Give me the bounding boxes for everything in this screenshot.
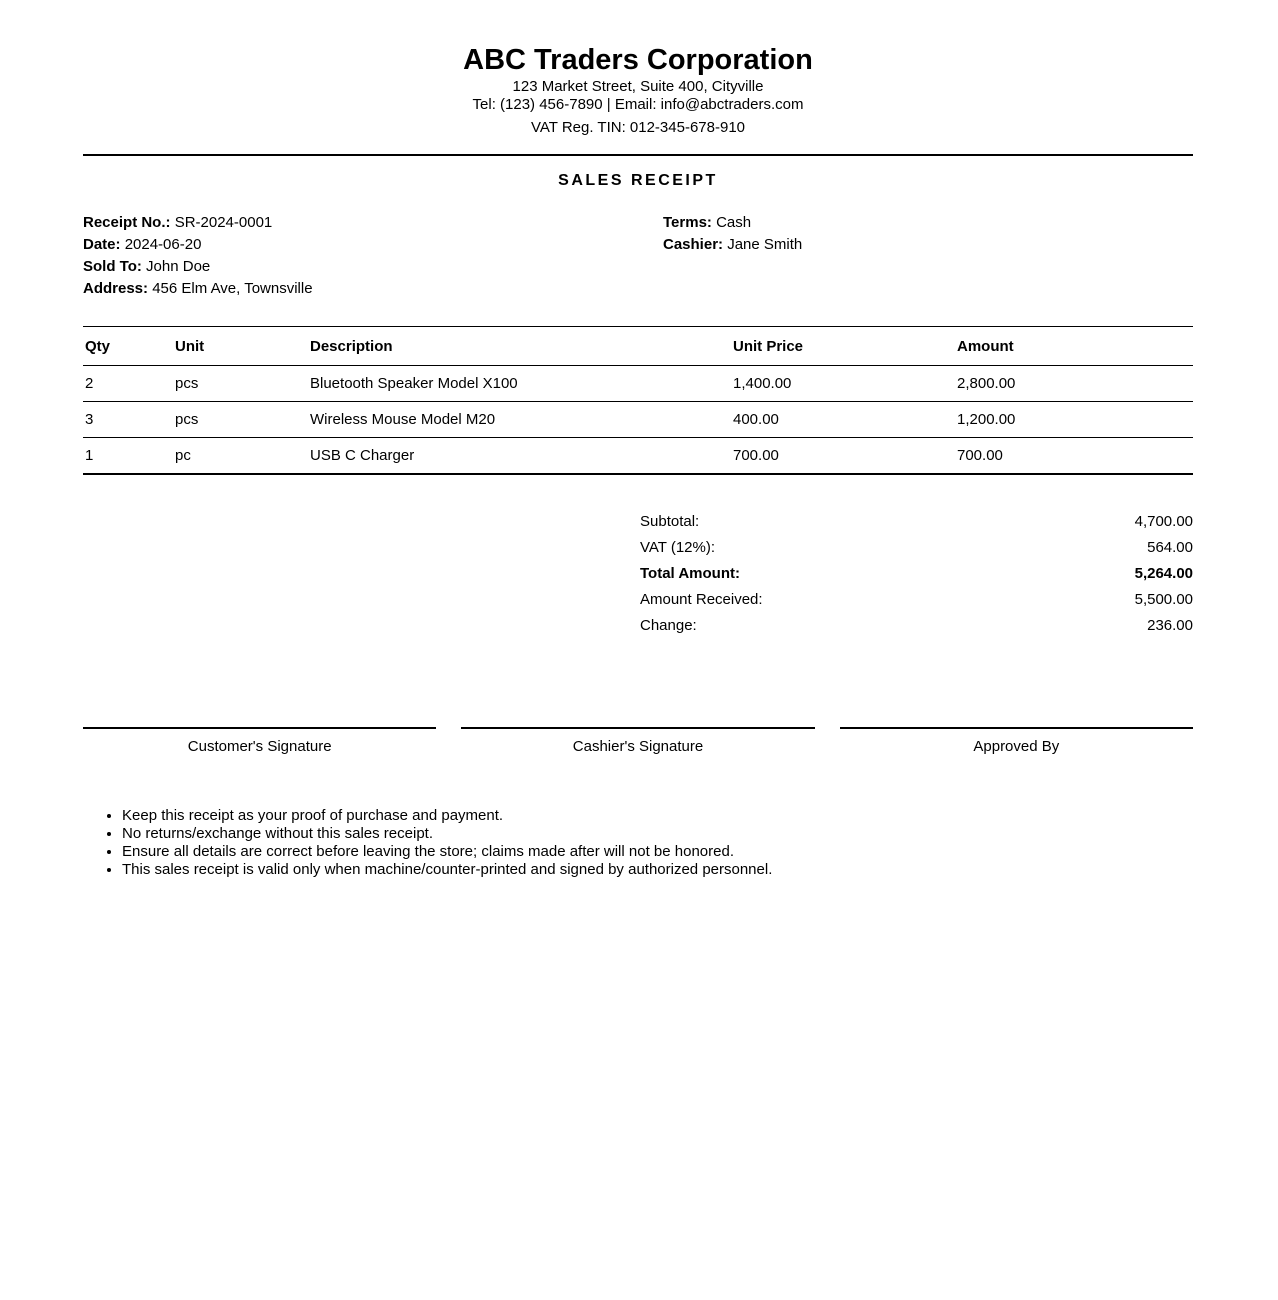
approved-by-label: Approved By <box>973 738 1060 755</box>
meta-left-column <box>83 212 1193 300</box>
company-contact: Tel: (123) 456-7890 | Email: info@abctraders.com <box>472 96 804 113</box>
customer-signature-label: Customer's Signature <box>187 738 332 755</box>
cell-unit: pcs <box>173 366 308 402</box>
terms-value: Cash <box>716 214 752 231</box>
table-row <box>83 402 1193 438</box>
cashier-label: Cashier: <box>663 236 724 253</box>
cell-description: Wireless Mouse Model M20 <box>308 402 731 438</box>
change-value: 236.00 <box>1147 617 1193 634</box>
amount-received-row <box>640 587 1193 613</box>
date-label: Date: <box>83 236 121 253</box>
company-address: 123 Market Street, Suite 400, Cityville <box>512 78 764 95</box>
col-header-unit: Unit <box>173 327 308 366</box>
header-divider <box>83 154 1193 156</box>
cell-amount: 1,200.00 <box>955 402 1193 438</box>
customer-signature-block <box>83 727 436 755</box>
notes-list <box>83 807 1193 879</box>
note-item: • No returns/exchange without this sales receipt. <box>122 825 1193 843</box>
date-row <box>83 234 1193 256</box>
terms-row <box>663 212 802 234</box>
col-header-amount: Amount <box>955 327 1193 366</box>
company-vat-tin: VAT Reg. TIN: 012-345-678-910 <box>530 119 745 136</box>
total-amount-row <box>640 561 1193 587</box>
cell-unit-price: 700.00 <box>731 438 955 475</box>
company-header <box>83 44 1193 136</box>
table-row <box>83 438 1193 475</box>
address-label: Address: <box>83 280 149 297</box>
note-item: • Ensure all details are correct before leaving the store; claims made after will not be honored. <box>122 843 1193 861</box>
cashier-value: Jane Smith <box>727 236 803 253</box>
sold-to-label: Sold To: <box>83 258 142 275</box>
receipt-number-label: Receipt No.: <box>83 214 171 231</box>
col-header-qty: Qty <box>83 327 173 366</box>
vat-label: VAT (12%): <box>640 539 716 556</box>
terms-label: Terms: <box>663 214 712 231</box>
subtotal-value: 4,700.00 <box>1134 513 1193 530</box>
receipt-number-value: SR-2024-0001 <box>174 214 273 231</box>
approved-by-block <box>840 727 1193 755</box>
total-amount-label: Total Amount: <box>640 565 740 582</box>
cell-qty: 2 <box>83 366 173 402</box>
subtotal-row <box>640 509 1193 535</box>
cell-unit: pcs <box>173 402 308 438</box>
sold-to-row <box>83 256 1193 278</box>
cashier-row <box>663 234 802 256</box>
cell-description: Bluetooth Speaker Model X100 <box>308 366 731 402</box>
subtotal-label: Subtotal: <box>640 513 700 530</box>
cell-unit: pc <box>173 438 308 475</box>
col-header-description: Description <box>308 327 731 366</box>
sold-to-value: John Doe <box>146 258 211 275</box>
receipt-number-row <box>83 212 1193 234</box>
amount-received-label: Amount Received: <box>640 591 763 608</box>
change-row <box>640 613 1193 639</box>
totals-section <box>640 509 1193 639</box>
cell-amount: 700.00 <box>955 438 1193 475</box>
amount-received-value: 5,500.00 <box>1134 591 1193 608</box>
change-label: Change: <box>640 617 697 634</box>
receipt-page <box>83 0 1193 879</box>
vat-value: 564.00 <box>1147 539 1193 556</box>
address-value: 456 Elm Ave, Townsville <box>152 280 313 297</box>
table-row <box>83 366 1193 402</box>
cell-unit-price: 400.00 <box>731 402 955 438</box>
meta-right-column <box>663 212 802 256</box>
note-item: • This sales receipt is valid only when machine/counter-printed and signed by authorized personnel. <box>122 861 1193 879</box>
vat-row <box>640 535 1193 561</box>
date-value: 2024-06-20 <box>124 236 202 253</box>
document-title: SALES RECEIPT <box>558 172 718 189</box>
cell-unit-price: 1,400.00 <box>731 366 955 402</box>
address-row <box>83 278 1193 300</box>
col-header-unit-price: Unit Price <box>731 327 955 366</box>
note-item: • Keep this receipt as your proof of purchase and payment. <box>122 807 1193 825</box>
cashier-signature-label: Cashier's Signature <box>572 738 704 755</box>
cell-qty: 1 <box>83 438 173 475</box>
cashier-signature-block <box>461 727 814 755</box>
items-table-header-row <box>83 327 1193 366</box>
total-amount-value: 5,264.00 <box>1134 565 1193 582</box>
signatures-section <box>83 727 1193 755</box>
items-table <box>83 326 1193 475</box>
cell-qty: 3 <box>83 402 173 438</box>
cell-description: USB C Charger <box>308 438 731 475</box>
company-name: ABC Traders Corporation <box>463 44 813 76</box>
cell-amount: 2,800.00 <box>955 366 1193 402</box>
receipt-meta <box>83 212 1193 300</box>
